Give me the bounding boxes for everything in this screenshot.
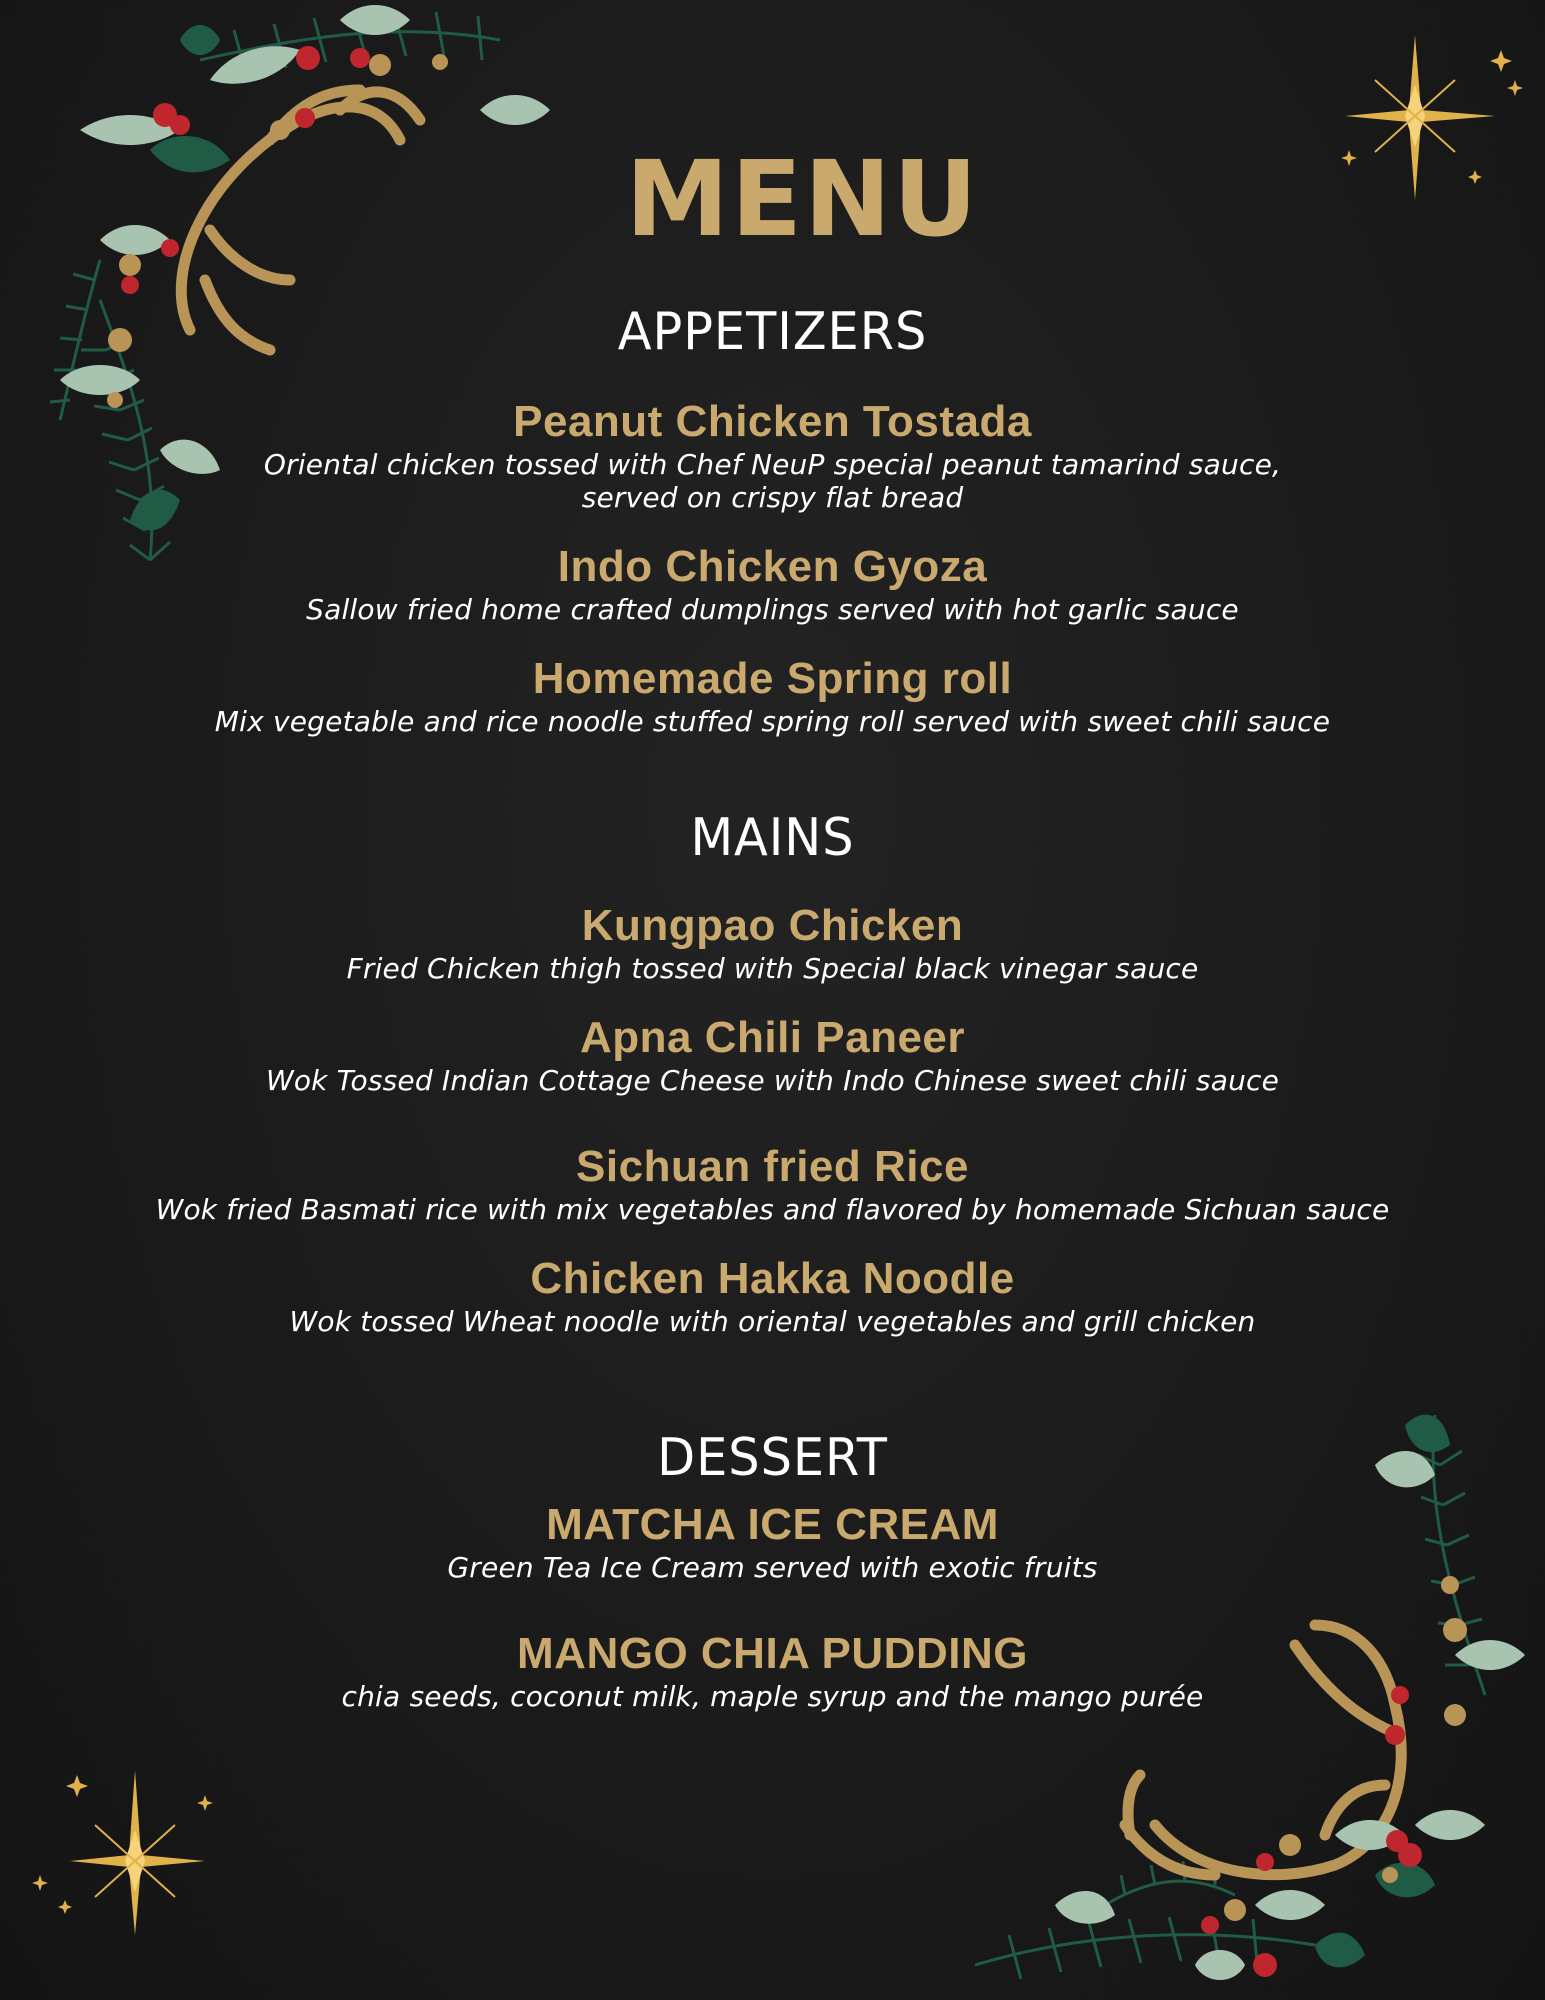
item-name: Chicken Hakka Noodle bbox=[530, 1254, 1015, 1303]
item-description: chia seeds, coconut milk, maple syrup and the mango purée bbox=[341, 1680, 1204, 1713]
item-name: Kungpao Chicken bbox=[581, 901, 964, 950]
item-description: Fried Chicken thigh tossed with Special black vinegar sauce bbox=[346, 952, 1199, 985]
menu-item bbox=[0, 396, 1545, 514]
star-sparkle-bottom-left bbox=[25, 1765, 225, 1945]
menu-item bbox=[0, 900, 1545, 985]
menu-item bbox=[0, 1628, 1545, 1713]
item-name: MANGO CHIA PUDDING bbox=[517, 1629, 1028, 1678]
menu-item bbox=[0, 1012, 1545, 1097]
menu-item bbox=[0, 1141, 1545, 1226]
item-name: Sichuan fried Rice bbox=[576, 1142, 969, 1191]
menu-item bbox=[0, 541, 1545, 626]
item-description: Wok Tossed Indian Cottage Cheese with Indo Chinese sweet chili sauce bbox=[265, 1064, 1280, 1097]
item-name: Apna Chili Paneer bbox=[579, 1013, 966, 1062]
item-description: Oriental chicken tossed with Chef NeuP special peanut tamarind sauce, bbox=[263, 448, 1282, 481]
item-description: served on crispy flat bread bbox=[581, 481, 964, 514]
item-name: Homemade Spring roll bbox=[532, 654, 1013, 703]
menu-item bbox=[0, 1499, 1545, 1584]
menu-item bbox=[0, 653, 1545, 738]
item-name: Indo Chicken Gyoza bbox=[557, 542, 988, 591]
menu-item bbox=[0, 1253, 1545, 1338]
item-description: Wok fried Basmati rice with mix vegetables and flavored by homemade Sichuan sauce bbox=[155, 1193, 1390, 1226]
menu-title: MENU bbox=[625, 138, 980, 260]
section-heading-dessert: DESSERT bbox=[657, 1428, 888, 1488]
item-description: Sallow fried home crafted dumplings served with hot garlic sauce bbox=[306, 593, 1239, 626]
section-heading-appetizers: APPETIZERS bbox=[617, 302, 928, 362]
item-description: Green Tea Ice Cream served with exotic fruits bbox=[447, 1551, 1098, 1584]
item-name: MATCHA ICE CREAM bbox=[546, 1500, 999, 1549]
item-description: Mix vegetable and rice noodle stuffed spring roll served with sweet chili sauce bbox=[214, 705, 1331, 738]
item-description: Wok tossed Wheat noodle with oriental vegetables and grill chicken bbox=[289, 1305, 1256, 1338]
section-heading-mains: MAINS bbox=[690, 808, 855, 868]
item-name: Peanut Chicken Tostada bbox=[513, 397, 1032, 446]
